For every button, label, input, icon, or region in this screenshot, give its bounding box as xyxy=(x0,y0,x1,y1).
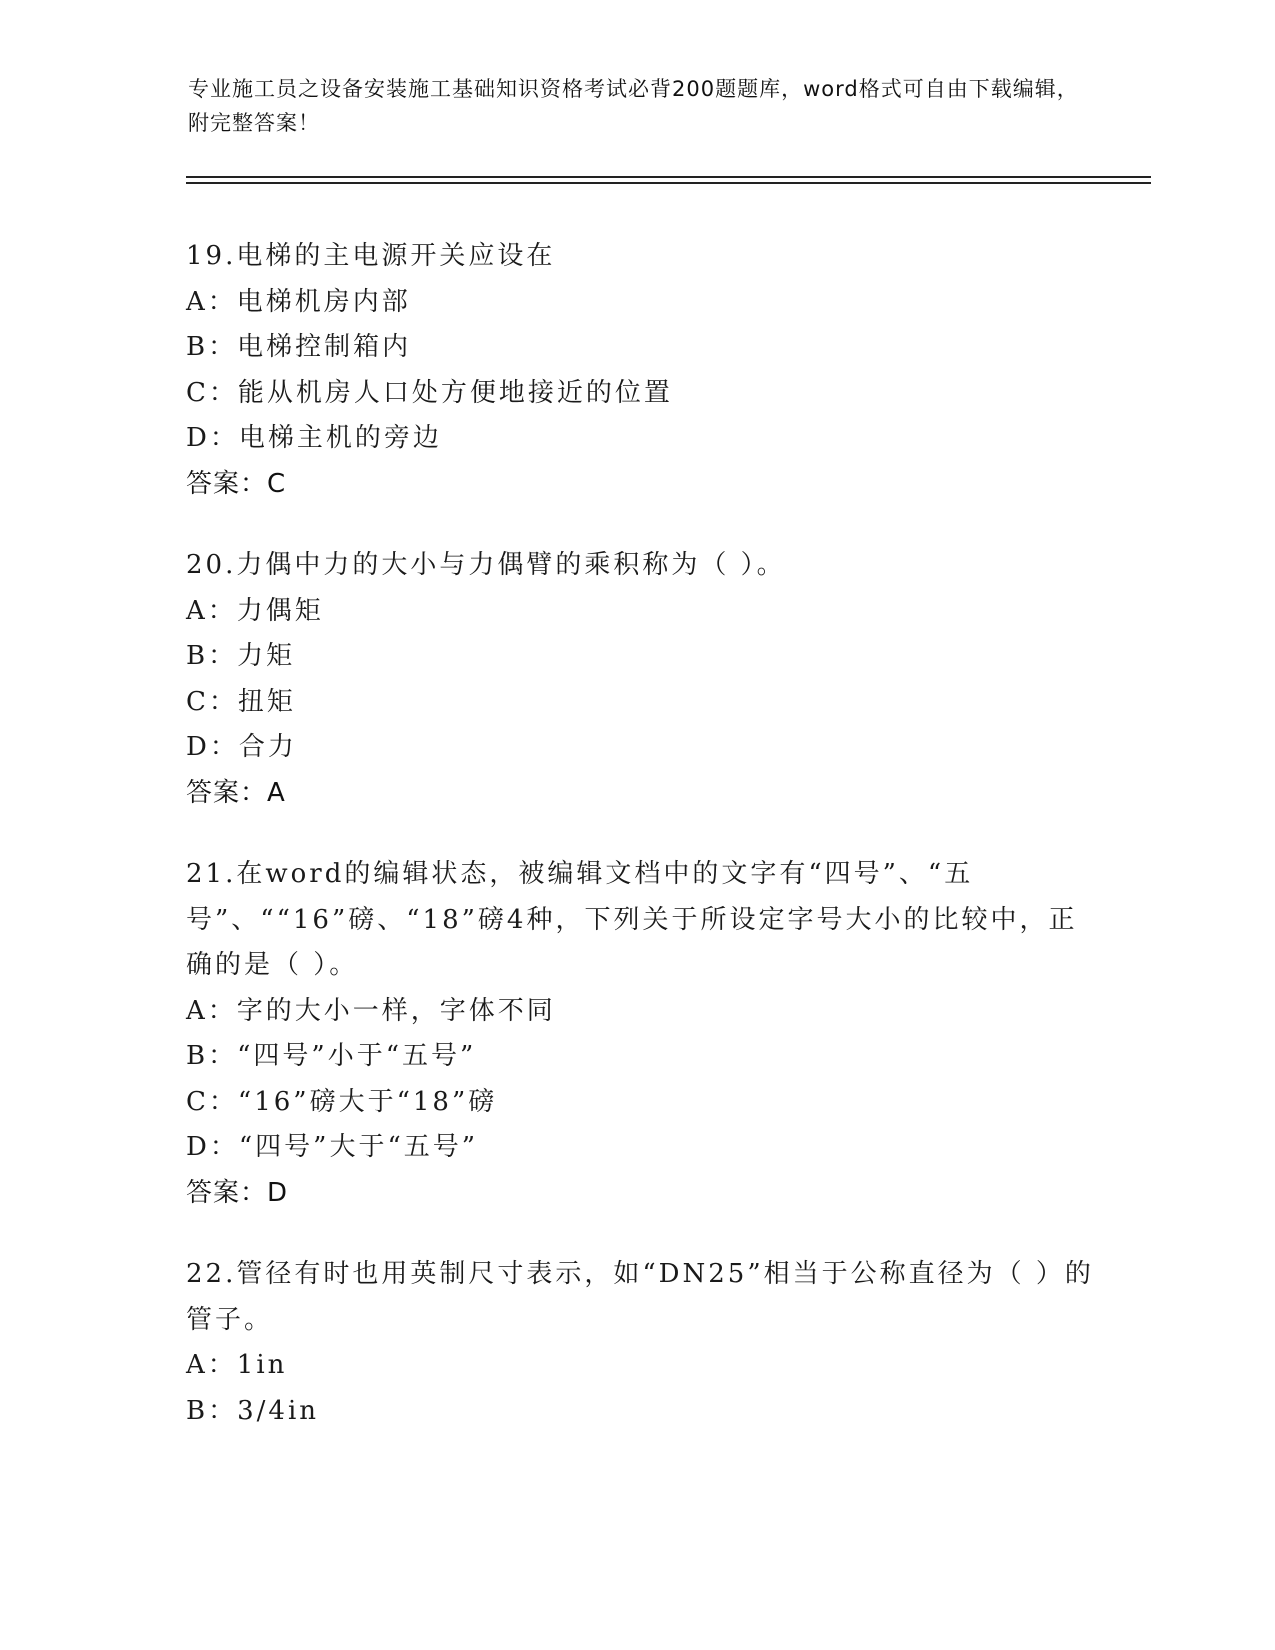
option-key: B： xyxy=(186,1041,238,1071)
question-22 xyxy=(186,1252,1106,1434)
option-text: “四号”大于“五号” xyxy=(238,1132,479,1162)
question-number: 22. xyxy=(186,1259,237,1289)
option-d xyxy=(186,1125,1106,1171)
answer-line xyxy=(186,462,1106,508)
option-key: C： xyxy=(186,686,238,717)
option-a xyxy=(186,989,1106,1035)
option-text: 力矩 xyxy=(237,641,296,671)
option-key: D： xyxy=(186,423,239,453)
option-key: A： xyxy=(186,1350,237,1380)
answer-line xyxy=(186,1171,1106,1217)
option-text: 力偶矩 xyxy=(236,595,324,626)
question-text: 电梯的主电源开关应设在 xyxy=(236,241,556,271)
option-b xyxy=(186,325,1106,371)
header-divider-bottom xyxy=(186,182,1151,184)
option-text: 扭矩 xyxy=(237,686,296,717)
answer-value: A xyxy=(267,777,286,808)
option-text: 字的大小一样，字体不同 xyxy=(236,995,556,1026)
question-20 xyxy=(186,543,1106,816)
option-text: 合力 xyxy=(238,732,297,762)
question-stem xyxy=(186,543,1106,589)
question-list xyxy=(186,234,1106,1470)
option-text: 电梯主机的旁边 xyxy=(238,423,442,453)
option-c xyxy=(186,371,1106,417)
document-header: 专业施工员之设备安装施工基础知识资格考试必背200题题库，word格式可自由下载编辑，附完整答案！ xyxy=(188,77,1079,135)
header-divider-top xyxy=(186,176,1151,178)
option-key: A： xyxy=(186,995,237,1026)
question-stem xyxy=(186,234,1106,280)
option-text: 3/4in xyxy=(237,1395,320,1426)
option-key: A： xyxy=(186,595,237,626)
option-b xyxy=(186,634,1106,680)
answer-value: C xyxy=(267,468,287,499)
option-key: A： xyxy=(186,286,237,317)
option-text: “四号”小于“五号” xyxy=(237,1041,477,1071)
question-number: 19. xyxy=(186,241,237,271)
option-key: C： xyxy=(186,377,238,408)
option-b xyxy=(186,1034,1106,1080)
option-text: 电梯控制箱内 xyxy=(237,332,412,362)
option-b xyxy=(186,1389,1106,1435)
question-text: 力偶中力的大小与力偶臂的乘积称为（ ）。 xyxy=(236,550,786,580)
question-21 xyxy=(186,852,1106,1216)
question-19 xyxy=(186,234,1106,507)
question-text: 管径有时也用英制尺寸表示，如“DN25”相当于公称直径为（ ）的管子。 xyxy=(186,1259,1094,1335)
option-key: B： xyxy=(186,332,238,362)
question-text: 在word的编辑状态，被编辑文档中的文字有“四号”、“五号”、““16”磅、“18”磅4种，下列关于所设定字号大小的比较中，正确的是（ ）。 xyxy=(186,859,1078,980)
option-text: “16”磅大于“18”磅 xyxy=(237,1086,498,1117)
answer-label: 答案： xyxy=(186,1177,268,1208)
option-a xyxy=(186,1343,1106,1389)
answer-label: 答案： xyxy=(186,777,268,808)
option-d xyxy=(186,725,1106,771)
option-a xyxy=(186,280,1106,326)
option-d xyxy=(186,416,1106,462)
option-a xyxy=(186,589,1106,635)
option-key: D： xyxy=(186,1132,239,1162)
question-number: 20. xyxy=(186,550,237,580)
question-stem xyxy=(186,1252,1106,1343)
answer-line xyxy=(186,771,1106,817)
option-text: 电梯机房内部 xyxy=(236,286,411,317)
option-key: D： xyxy=(186,732,239,762)
answer-label: 答案： xyxy=(186,468,268,499)
question-stem xyxy=(186,852,1106,989)
question-number: 21. xyxy=(186,859,237,889)
option-key: B： xyxy=(186,1395,238,1426)
option-c xyxy=(186,680,1106,726)
option-text: 1in xyxy=(236,1350,288,1380)
option-key: C： xyxy=(186,1086,238,1117)
answer-value: D xyxy=(267,1177,289,1208)
option-c xyxy=(186,1080,1106,1126)
option-text: 能从机房人口处方便地接近的位置 xyxy=(237,377,673,408)
option-key: B： xyxy=(186,641,238,671)
